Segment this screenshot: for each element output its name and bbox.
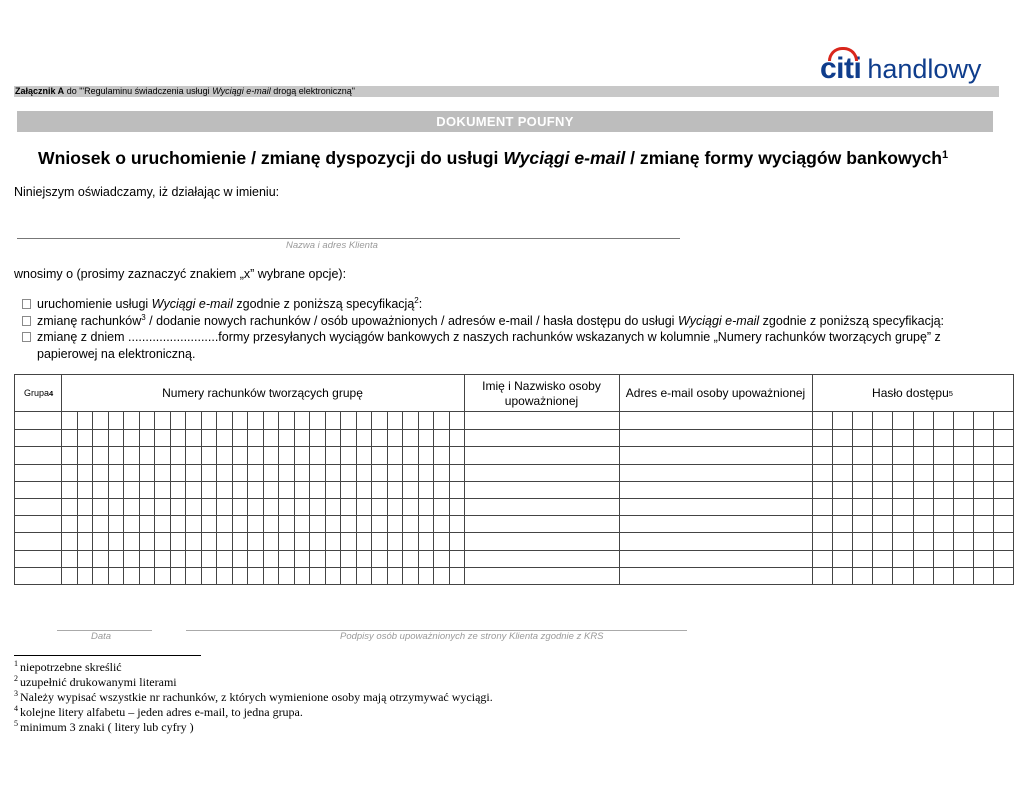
accounts-table xyxy=(14,374,1014,585)
table-cell-divider xyxy=(913,412,914,584)
table-cell-divider xyxy=(402,412,403,584)
client-name-field[interactable] xyxy=(17,238,680,239)
table-row-divider xyxy=(15,550,1013,551)
option-activate xyxy=(22,296,982,313)
table-cell-divider xyxy=(371,412,372,584)
logo-handlowy: handlowy xyxy=(867,54,982,84)
table-cell-divider xyxy=(170,412,171,584)
intro-statement: Niniejszym oświadczamy, iż działając w imieniu: xyxy=(14,185,280,199)
table-cell-divider xyxy=(340,412,341,584)
table-cell-divider xyxy=(216,412,217,584)
table-cell-divider xyxy=(201,412,202,584)
footnote-1: $^1$ niepotrzebne skreślić xyxy=(14,659,122,674)
annex-label: Załącznik A xyxy=(15,86,65,96)
table-cell-divider xyxy=(356,412,357,584)
table-cell-divider xyxy=(832,412,833,584)
table-cell-divider xyxy=(449,412,450,584)
table-row-divider xyxy=(15,464,1013,465)
table-row-divider xyxy=(15,429,1013,430)
table-cell-divider xyxy=(872,412,873,584)
table-cell-divider xyxy=(139,412,140,584)
table-row-divider xyxy=(15,498,1013,499)
table-cell-divider xyxy=(892,412,893,584)
footnotes xyxy=(14,660,493,735)
header-group: Grupa 4 xyxy=(24,388,54,398)
option-change-accounts-label: zmianę rachunków$^3$ / dodanie nowych rachunków / osób upoważnionych / adresów e-mail / hasła dostępu do usługi Wyciągi e-mail zgodnie z poniższą specyfikacją: xyxy=(37,312,945,328)
header-authorized-person: Imię i Nazwisko osoby upoważnionej xyxy=(482,378,601,408)
table-cell-divider xyxy=(77,412,78,584)
table-column-divider xyxy=(464,375,465,584)
option-change-accounts xyxy=(22,313,982,330)
option-change-form-label: zmianę z dniem ..........................formy przesyłanych wyciągów bankowych z naszych rachunków wskazanych w kolumnie „Numery rachunków tworzących grupę” z papierowej na elektroniczną. xyxy=(37,330,941,361)
option-change-form xyxy=(22,329,982,362)
confidential-banner: DOKUMENT POUFNY xyxy=(17,111,993,132)
table-row-divider xyxy=(15,446,1013,447)
table-cell-divider xyxy=(933,412,934,584)
table-cell-divider xyxy=(294,412,295,584)
annex-service-name: Wyciągi e-mail xyxy=(212,86,271,96)
checkbox-activate[interactable] xyxy=(22,299,31,309)
table-column-divider xyxy=(61,375,62,584)
footnote-divider xyxy=(14,655,201,656)
table-cell-divider xyxy=(278,412,279,584)
table-cell-divider xyxy=(387,412,388,584)
header-email: Adres e-mail osoby upoważnionej xyxy=(625,386,806,400)
table-cell-divider xyxy=(973,412,974,584)
footnote-2: $^2$ uzupełnić drukowanymi literami xyxy=(14,674,177,689)
table-cell-divider xyxy=(309,412,310,584)
page-title: Wniosek o uruchomienie / zmianę dyspozycji do usługi Wyciągi e-mail / zmianę formy wyciągów bankowych$^1$ xyxy=(38,148,949,168)
table-cell-divider xyxy=(993,412,994,584)
table-cell-divider xyxy=(953,412,954,584)
table-cell-divider xyxy=(263,412,264,584)
table-row-divider xyxy=(15,481,1013,482)
citi-handlowy-logo xyxy=(820,50,981,84)
annex-text-end: drogą elektroniczną" xyxy=(270,86,355,96)
date-caption: Data xyxy=(91,631,112,642)
logo-arc-icon xyxy=(828,47,858,61)
request-statement: wnosimy o (prosimy zaznaczyć znakiem „x” wybrane opcje): xyxy=(14,267,347,281)
footnote-5: $^5$ minimum 3 znaki ( litery lub cyfry ) xyxy=(14,719,194,734)
table-column-divider xyxy=(619,375,620,584)
footnote-3: $^3$ Należy wypisać wszystkie nr rachunków, z których wymienione osoby mają otrzymywać wyciągi. xyxy=(14,689,493,704)
title-footnote-ref: 1 xyxy=(942,149,949,161)
table-cell-divider xyxy=(154,412,155,584)
table-column-divider xyxy=(812,375,813,584)
table-cell-divider xyxy=(123,412,124,584)
header-accounts: Numery rachunków tworzących grupę xyxy=(162,386,363,400)
header-password: Hasło dostępu 5 xyxy=(872,386,953,400)
table-header xyxy=(15,375,1013,412)
table-cell-divider xyxy=(325,412,326,584)
table-row-divider xyxy=(15,515,1013,516)
logo-citi: citi xyxy=(820,54,861,84)
table-cell-divider xyxy=(232,412,233,584)
checkbox-change-form[interactable] xyxy=(22,332,31,342)
table-cell-divider xyxy=(108,412,109,584)
client-name-caption: Nazwa i adres Klienta xyxy=(286,240,378,251)
table-row-divider xyxy=(15,532,1013,533)
table-cell-divider xyxy=(185,412,186,584)
table-cell-divider xyxy=(433,412,434,584)
table-cell-divider xyxy=(92,412,93,584)
annex-text: do "'Regulaminu świadczenia usługi xyxy=(64,86,213,96)
options-list xyxy=(22,296,982,362)
table-row-divider xyxy=(15,567,1013,568)
checkbox-change-accounts[interactable] xyxy=(22,316,31,326)
signatures-caption: Podpisy osób upoważnionych ze strony Klienta zgodnie z KRS xyxy=(340,631,604,642)
annex-header xyxy=(14,86,999,97)
footnote-4: $^4$ kolejne litery alfabetu – jeden adres e-mail, to jedna grupa. xyxy=(14,704,303,719)
table-cell-divider xyxy=(418,412,419,584)
option-activate-label: uruchomienie usługi Wyciągi e-mail zgodnie z poniższą specyfikacją$^2$: xyxy=(37,296,423,311)
table-cell-divider xyxy=(852,412,853,584)
table-cell-divider xyxy=(247,412,248,584)
